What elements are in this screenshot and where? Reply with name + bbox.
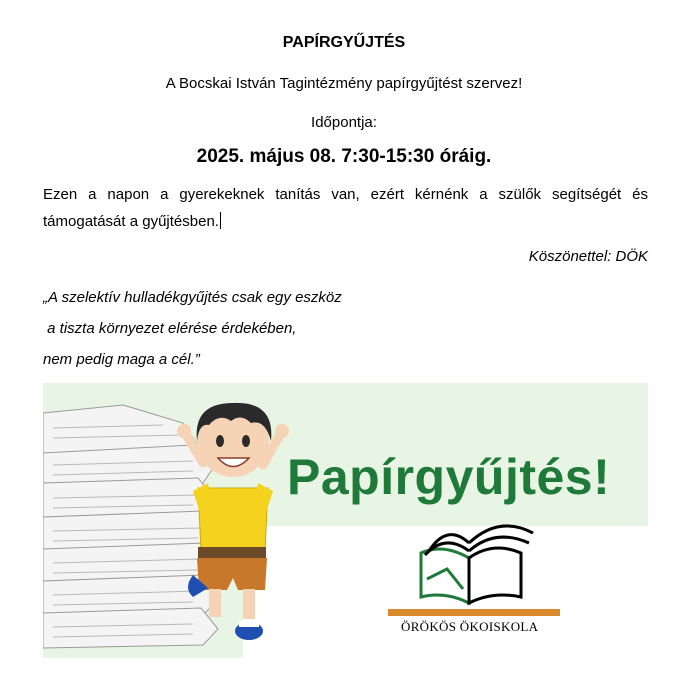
thanks-signature: Köszönettel: DÖK	[528, 248, 648, 265]
newspaper-stack	[43, 405, 223, 648]
logo-bar	[388, 609, 560, 616]
banner-headline: Papírgyűjtés!	[287, 449, 611, 505]
newspaper-stack-illustration	[43, 383, 648, 658]
document-title: PAPÍRGYŰJTÉS	[282, 34, 406, 51]
organizer-line: A Bocskai István Tagintézmény papírgyűjtést szervez!	[165, 75, 523, 92]
date-line: 2025. május 08. 7:30-15:30 óráig.	[196, 146, 492, 167]
body-text: Ezen a napon a gyerekeknek tanítás van, ezért kérnénk a szülők segítségét és támogatását a gyűjtésben.	[43, 186, 648, 230]
time-label: Időpontja:	[311, 114, 377, 131]
school-logo-text: ÖRÖKÖS ÖKOISKOLA	[401, 619, 539, 634]
quote-line-2: a tiszta környezet elérése érdekében,	[43, 320, 297, 337]
quote-line-1: „A szelektív hulladékgyűjtés csak egy eszköz	[43, 289, 342, 306]
text-cursor	[220, 212, 221, 229]
open-book-logo-icon	[421, 526, 533, 603]
paper-collection-banner	[43, 383, 648, 658]
quote-line-3: nem pedig maga a cél.”	[43, 351, 200, 368]
body-paragraph[interactable]	[43, 181, 648, 235]
